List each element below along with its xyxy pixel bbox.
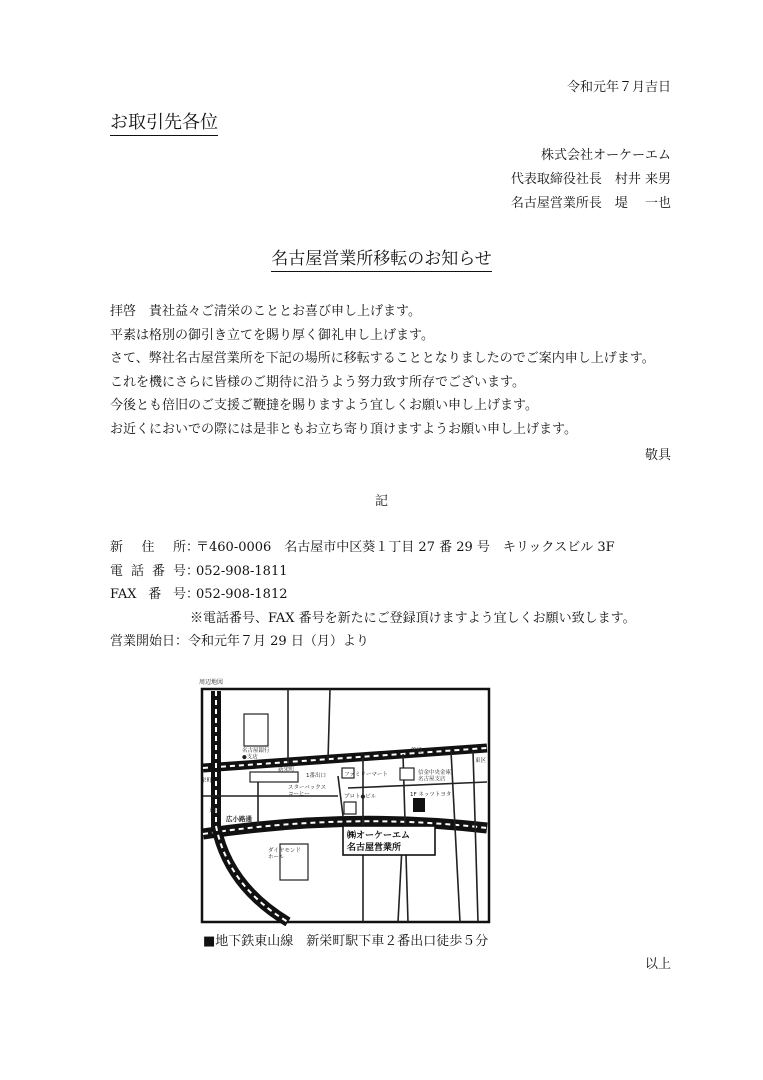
letter-body bbox=[110, 300, 655, 441]
start-value: 令和元年７月 29 日（月）より bbox=[188, 634, 369, 649]
phone-row bbox=[110, 560, 636, 584]
colon: ： bbox=[186, 540, 200, 555]
label-char: FAX bbox=[110, 587, 137, 602]
fax-value: 052‐908‐1812 bbox=[196, 587, 288, 602]
sender-company: 株式会社オーケーエム bbox=[540, 148, 671, 163]
label-diamond: ダイヤモンドホール bbox=[268, 848, 301, 861]
address-row bbox=[110, 536, 636, 560]
map-pro-building bbox=[344, 802, 356, 814]
sender-president: 代表取締役社長 村井 来男 bbox=[510, 172, 671, 187]
label-char: 住 bbox=[141, 540, 155, 555]
label-hirokoji: 広小路通 bbox=[226, 815, 252, 823]
map-caption: 周辺地図 bbox=[199, 679, 224, 686]
access-info: ■地下鉄東山線 新栄町駅下車２番出口徒歩５分 bbox=[203, 934, 489, 949]
registration-note: ※電話番号、FAX 番号を新たにご登録頂けますよう宜しくお願い致します。 bbox=[190, 610, 636, 626]
label-exit: 1番出口 bbox=[306, 773, 326, 779]
ki-heading: 記 bbox=[374, 494, 388, 509]
body-line: 今後とも倍旧のご支援ご鞭撻を賜りますよう宜しくお願い申し上げます。 bbox=[110, 398, 538, 413]
label-road-left2: 東区 bbox=[209, 808, 221, 814]
body-line: これを機にさらに皆様のご期待に沿うよう努力致す所存でございます。 bbox=[110, 374, 525, 390]
details-block bbox=[110, 536, 636, 654]
document-title bbox=[0, 244, 763, 269]
address-value: 〒460‐0006 名古屋市中区葵１丁目 27 番 29 号 キリックスビル 3F bbox=[196, 540, 615, 555]
document-title-text: 名古屋営業所移転のお知らせ bbox=[271, 249, 492, 272]
label-char: 新 bbox=[110, 540, 124, 555]
body-line: 平素は格別の御引き立てを賜り厚く御礼申し上げます。 bbox=[110, 327, 434, 343]
label-char: 番 bbox=[148, 587, 162, 602]
sender-branch-manager: 名古屋営業所長 堤 一也 bbox=[510, 196, 671, 211]
label-okm-office: 名古屋営業所 bbox=[347, 843, 402, 853]
area-map bbox=[198, 676, 491, 926]
start-label: 営業開始日 bbox=[110, 634, 176, 649]
label-road-right: 東区 bbox=[475, 758, 487, 764]
phone-value: 052‐908‐1811 bbox=[196, 563, 288, 579]
label-station: 新栄町 bbox=[278, 767, 295, 773]
label-char: 話 bbox=[130, 563, 144, 579]
fax-row bbox=[110, 583, 636, 607]
label-starbucks: スターバックスコーヒー bbox=[288, 785, 327, 798]
label-char: 号 bbox=[172, 563, 186, 579]
closing-keigu: 敬具 bbox=[644, 448, 671, 463]
label-char: 所 bbox=[172, 540, 186, 555]
map-bank-building bbox=[244, 714, 268, 746]
label-netz: 1F ネッツトヨタ bbox=[410, 792, 452, 798]
map-station-building bbox=[250, 772, 298, 782]
body-line: さて、弊社名古屋営業所を下記の場所に移転することとなりましたのでご案内申し上げます。 bbox=[110, 351, 655, 366]
colon: ： bbox=[175, 634, 189, 649]
map-shinkin-building bbox=[400, 768, 414, 780]
colon: ： bbox=[186, 563, 200, 579]
label-char: 電 bbox=[110, 563, 124, 579]
label-char: 号 bbox=[172, 587, 186, 602]
closing-ijo: 以上 bbox=[644, 957, 671, 972]
label-road-top: 錦通 bbox=[411, 748, 423, 754]
addressee: お取引先各位 bbox=[110, 108, 218, 136]
map-okm-building bbox=[413, 798, 425, 812]
address-label bbox=[110, 536, 186, 560]
fax-label bbox=[110, 583, 186, 607]
body-line: お近くにおいでの際には是非ともお立ち寄り頂けますようお願い申し上げます。 bbox=[110, 421, 577, 437]
start-row bbox=[110, 630, 636, 654]
phone-label bbox=[110, 560, 186, 584]
label-char: 番 bbox=[151, 563, 165, 579]
label-familymart: ファミリーマート bbox=[344, 772, 388, 778]
label-pro-building: プロト●ビル bbox=[344, 794, 377, 800]
label-road-left: 栄町 bbox=[201, 778, 213, 784]
sender-block bbox=[511, 144, 671, 216]
label-shinkin: 信金中央金庫名古屋支店 bbox=[418, 770, 452, 783]
body-line: 拝啓 貴社益々ご清栄のこととお喜び申し上げます。 bbox=[110, 304, 421, 319]
label-bank: 名古屋銀行●支店 bbox=[242, 748, 270, 761]
colon: ： bbox=[186, 587, 200, 602]
document-date: 令和元年７月吉日 bbox=[566, 80, 671, 95]
label-okm-company: ㈱オーケーエム bbox=[347, 831, 411, 841]
